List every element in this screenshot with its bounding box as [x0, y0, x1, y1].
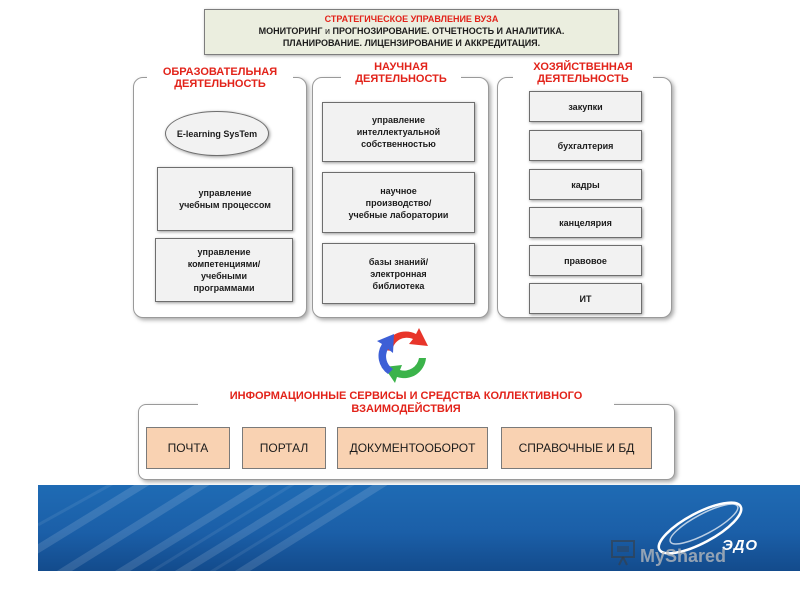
service-portal [242, 427, 326, 469]
ip-line3: собственностью [361, 139, 436, 149]
education-title-line2: ДЕЯТЕЛЬНОСТЬ [174, 78, 266, 90]
service-reference-db-label: СПРАВОЧНЫЕ И БД [518, 441, 635, 455]
intellectual-property-box [322, 102, 475, 162]
monitoring-conjunction: и [322, 26, 333, 36]
education-process-label [179, 187, 271, 211]
services-title-line2: ВЗАИМОДЕЙСТВИЯ [351, 403, 461, 415]
edo-logo-text: ЭДО [722, 537, 759, 554]
competence-line4: программами [193, 283, 255, 293]
hr-box [529, 169, 642, 200]
production-line3: учебные лаборатории [348, 209, 449, 220]
it-box [529, 283, 642, 314]
economy-title-line1: ХОЗЯЙСТВЕННАЯ [533, 61, 633, 73]
legal-label: правовое [564, 255, 607, 266]
services-title-line1: ИНФОРМАЦИОННЫЕ СЕРВИСЫ И СРЕДСТВА КОЛЛЕКТИВНОГО [229, 390, 583, 402]
economy-title-line2: ДЕЯТЕЛЬНОСТЬ [537, 73, 629, 85]
chancellery-box [529, 207, 642, 238]
legal-box [529, 245, 642, 276]
ip-line2: интеллектуальной [356, 127, 441, 137]
economy-column-title [513, 61, 653, 85]
competence-line2: компетенциями/ [187, 259, 261, 269]
production-line1: научное [380, 185, 417, 196]
intellectual-property-label [357, 114, 440, 150]
knowledge-base-box [322, 243, 475, 304]
service-document-flow [337, 427, 488, 469]
knowledge-line2: электронная [370, 268, 427, 279]
science-production-box [322, 172, 475, 233]
elearning-system-label: E-learning SysTem [176, 128, 258, 139]
strategic-management-title: СТРАТЕГИЧЕСКОЕ УПРАВЛЕНИЕ ВУЗА [324, 14, 499, 24]
education-process-line2: учебным процессом [179, 200, 271, 210]
service-mail [146, 427, 230, 469]
strategic-management-box [204, 9, 619, 55]
service-reference-db [501, 427, 652, 469]
science-column-title [341, 61, 461, 85]
education-process-box [157, 167, 293, 231]
science-production-label [349, 185, 449, 221]
it-label: ИТ [579, 293, 592, 304]
planning-line: ПЛАНИРОВАНИЕ. ЛИЦЕНЗИРОВАНИЕ И АККРЕДИТАЦИЯ. [282, 38, 541, 48]
science-title-line2: ДЕЯТЕЛЬНОСТЬ [355, 73, 447, 85]
cycle-arrow-blue [377, 334, 394, 374]
education-process-line1: управление [198, 188, 252, 198]
service-document-flow-label: ДОКУМЕНТООБОРОТ [349, 441, 476, 455]
forecasting-text: ПРОГНОЗИРОВАНИЕ. ОТЧЕТНОСТЬ И АНАЛИТИКА. [332, 26, 565, 36]
service-portal-label: ПОРТАЛ [259, 441, 309, 455]
procurement-box [529, 91, 642, 122]
knowledge-base-label [369, 256, 428, 292]
production-line2: производство/ [365, 197, 432, 208]
accounting-label: бухгалтерия [557, 140, 614, 151]
hr-label: кадры [571, 179, 600, 190]
presentation-watermark-icon [609, 538, 639, 566]
procurement-label: закупки [568, 101, 603, 112]
education-column-title [147, 66, 293, 90]
education-title-line1: ОБРАЗОВАТЕЛЬНАЯ [162, 66, 278, 78]
competence-management-box [155, 238, 293, 302]
chancellery-label: канцелярия [559, 217, 612, 228]
cycle-arrows-icon [372, 322, 438, 388]
accounting-box [529, 130, 642, 161]
competence-line3: учебными [200, 271, 247, 281]
service-mail-label: ПОЧТА [167, 441, 209, 455]
monitoring-text: МОНИТОРИНГ [258, 26, 323, 36]
knowledge-line1: базы знаний/ [368, 256, 429, 267]
services-title [198, 390, 614, 416]
competence-line1: управление [197, 247, 251, 257]
watermark-text: MyShared [640, 546, 727, 566]
science-title-line1: НАУЧНАЯ [374, 61, 428, 73]
knowledge-line3: библиотека [372, 280, 425, 291]
elearning-system-node [165, 111, 269, 156]
monitoring-line [205, 25, 618, 37]
ip-line1: управление [372, 115, 425, 125]
competence-management-label [188, 246, 261, 294]
